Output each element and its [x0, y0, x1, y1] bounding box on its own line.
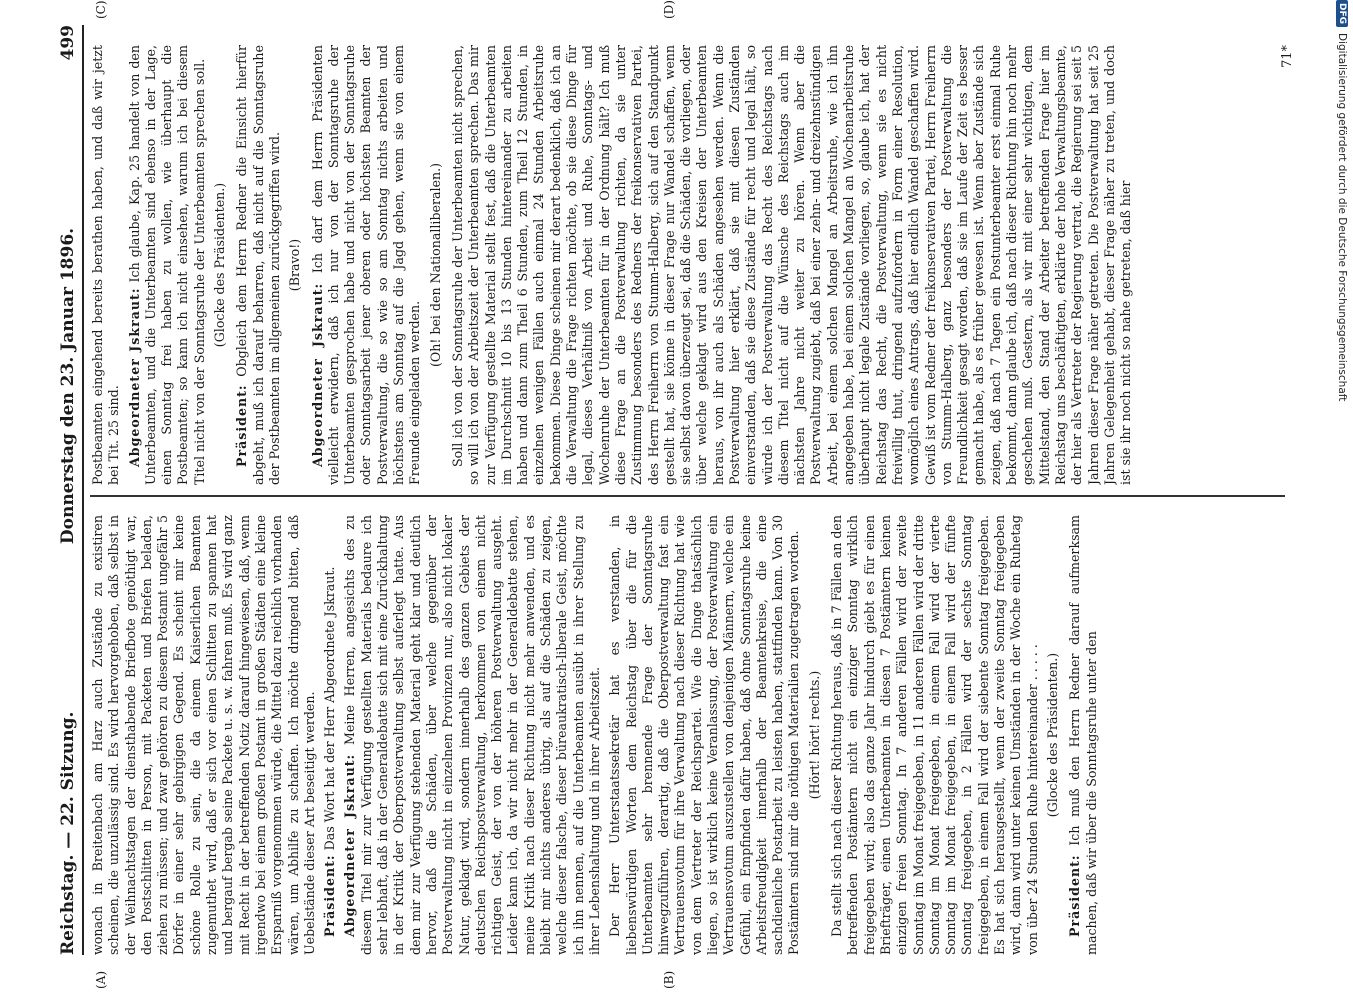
paragraph: [342, 515, 603, 955]
paragraph-text: Ich darf dem Herrn Präsidenten vielleicht erwidern, daß ich nur von der Sonntagsruhe der Unterbeamten gesprochen habe und nicht von der Sonntagsruhe oder Sonntagsarbeit jener oberen oder höchsten Beamten der Postverwaltung, die so wie so am Sonntag nichts arbeiten und höchstens am Sonntag auf die Jagd gehen, wenn sie von einem Freunde eingeladen werden.: [309, 45, 423, 485]
speaker-name: Präsident:: [322, 854, 338, 937]
sheet-mark: 71*: [1280, 45, 1295, 69]
paragraph: [310, 45, 424, 485]
margin-label-d: (D): [662, 0, 676, 19]
margin-label-a: (A): [94, 970, 108, 989]
paragraph: [1067, 515, 1100, 955]
paragraph-text: Obgleich dem Herrn Redner die Einsicht hierfür abgeht, muß ich darauf beharren, daß nicht auf die Sonntagsruhe der Postbeamten im allgemeinen zurückgegriffen wird.: [234, 45, 282, 485]
paragraph-text: Postbeamten eingehend bereits berathen haben, und daß wir jetzt bei Tit. 25 sind.: [90, 45, 122, 485]
stage-direction: (Glocke des Präsidenten.): [1044, 652, 1060, 818]
paragraph-text: Da stellt sich nach dieser Richtung heraus, daß in 7 Fällen an den betreffenden Postämtern nicht ein einziger Sonntag wirklich freigegeben wird; also das ganze Jahr hindurch giebt es für einen Briefträger, einen Unterbeamten in diesen 7 Postämtern keinen einzigen freien Sonntag. In 7 anderen Fällen wird der zweite Sonntag im Monat freigegeben, in 11 anderen Fällen wird der dritte Sonntag im Monat freigegeben, in einem Fall wird der vierte Sonntag im Monat freigegeben, in einem Fall wird der fünfte Sonntag freigegeben, in 2 Fällen wird der sechste Sonntag freigegeben, in einem Fall wird der siebente Sonntag freigegeben. Es hat sich herausgestellt, wenn der zweite Sonntag freigegeben wird, dann wird unter keinen Umständen in der Woche ein Ruhetag von über 24 Stunden Ruhe hintereinander . . . . .: [829, 515, 1040, 955]
paragraph: [90, 515, 318, 955]
paragraph-text: wonach in Breitenbach am Harz auch Zustände zu existiren scheinen, die unzulässig sind. Es wird hervorgehoben, daß selbst in der Weihnachtstagen der diensthabende Briefbote genöthigt war, den Postschlitten in Person, mit Packeten und Briefen beladen, ziehen zu müssen; und zwar gehören zu diesem Postamt ungefähr 5 Dörfer in einer sehr gebirgigen Gegend. Es scheint mir keine schöne Rolle zu sein, die da einem Kaiserlichen Beamten zugemuthet wird, daß er sich vor einen Schlitten zu spannen hat und bergauf bergab seine Packete u. s. w. fahren muß. Es wird ganz mit Recht in der betreffenden Notiz darauf hingewiesen, daß, wenn irgendwo bei einem großen Postamt in großen Städten eine kleine Ersparniß vorgenommen würde, die Mittel dazu reichlich vorhanden wären, um Abhilfe zu schaffen. Ich möchte dringend bitten, daß Uebelstände dieser Art beseitigt werden.: [90, 515, 317, 955]
paragraph-text: Ich muß den Herrn Redner darauf aufmerksam machen, daß wir über die Sonntagsruhe unter den: [1067, 515, 1099, 955]
header-rule: [82, 25, 84, 955]
stage-direction: (Hört! hört! rechts.): [806, 670, 822, 800]
margin-label-b: (B): [662, 970, 676, 989]
speaker-name: Präsident:: [1067, 854, 1083, 937]
paragraph-text: Der Herr Unterstaatssekretär hat es verstanden, in liebenswürdigen Worten dem Reichstag über die für die Unterbeamten sehr brennende Frage der Sonntagsruhe hinwegzuführen, derartig, daß die Oberpostverwaltung fast ein Vertrauensvotum für ihre Verwaltung nach dieser Richtung hat wie von dem Vertreter der Reichspartei. Wie die Dinge thatsächlich liegen, so ist wirklich keine Veranlassung, der Postverwaltung ein Vertrauensvotum auszustellen von denjenigen Männern, welche ein Gefühl, ein Empfinden dafür haben, daß ohne Sonntagsruhe keine Arbeitsfreudigkeit innerhalb der Beamtenkreise, die eine sachdienliche Postarbeit zu leisten haben, stattfinden kann. Von 30 Postämtern sind mir die nöthigen Materialien zugetragen worden.: [607, 515, 802, 955]
paragraph: [234, 45, 283, 485]
dfg-credit-text: Digitalisierung gefördert durch die Deutsche Forschungsgemeinschaft: [1336, 33, 1348, 402]
dfg-credit: [1330, 0, 1350, 1000]
left-column: [90, 515, 1285, 955]
header-session: Reichstag. — 22. Sitzung.: [58, 711, 78, 955]
margin-label-c: (C): [94, 0, 108, 19]
speaker-name: Abgeordneter Jskraut:: [309, 282, 325, 467]
document-page: [50, 0, 1295, 989]
speaker-name: Präsident:: [234, 384, 250, 467]
stage-direction: (Bravo!): [287, 238, 303, 292]
paragraph: [450, 45, 1134, 485]
paragraph-text: Meine Herren, angesichts des zu diesem Titel mir zur Verfügung gestellten Materials bedaure ich sehr lebhaft, daß in der Generaldebatte sich mit eine Zurückhaltung in der Kritik der Oberpostverwaltung selbst auferlegt hatte. Aus dem mir zur Verfügung stehenden Material geht klar und deutlich hervor, daß die Schäden, über welche gegenüber der Postverwaltung nicht in einzelnen Provinzen nur, also nicht lokaler Natur, geklagt wird, sondern innerhalb des ganzen Gebiets der deutschen Reichspostverwaltung, herkommen von einem nicht richtigen Geist, der von der höheren Postverwaltung ausgeht. Leider kann ich, da wir nicht mehr in der Generaldebatte stehen, meine Kritik nach dieser Richtung nicht mehr anwenden, und es bleibt mir nichts anderes übrig, als auf die Schäden zu zeigen, welche dieser falsche, dieser büreaukratisch-liberale Geist, möchte ich ihn nennen, auf die Unterbeamten ausübt in ihrer Stellung zu ihrer Lebenshaltung und in ihrer Arbeitszeit.: [342, 515, 602, 955]
right-column: [90, 45, 1285, 485]
dfg-logo-icon: DFG: [1336, 0, 1348, 27]
page-header: [50, 25, 78, 955]
speaker-name: Abgeordneter Jskraut:: [126, 287, 142, 467]
paragraph: [607, 515, 803, 955]
paragraph: [127, 45, 208, 485]
paragraph: [322, 515, 338, 955]
paragraph-text: Das Wort hat der Herr Abgeordnete Jskraut.: [322, 566, 338, 851]
paragraph-text: Soll ich von der Sonntagsruhe der Unterbeamten nicht sprechen, so will ich von der Arbeitszeit der Unterbeamten sprechen. Das mir zur Verfügung gestellte Material stellt fest, daß die Unterbeamten im Durchschnitt 10 bis 13 Stunden hintereinander zu arbeiten haben und dann zum Theil 6 Stunden, zum Theil 12 Stunden, in einzelnen wenigen Fällen auch einmal 24 Stunden Arbeitsruhe bekommen. Diese Dinge scheinen mir derart bedenklich, daß ich an die Verwaltung die Frage richten möchte, ob sie diese Dinge für legal, dieses Verhältniß von Arbeit und Ruhe, Sonntags- und Wochenruhe der Unterbeamten für in der Ordnung hält? Ich muß diese Frage an die Postverwaltung richten, da sie unter Zustimmung besonders des Redners der freikonservativen Partei, des Herrn Freiherrn von Stumm-Halberg, sich auf den Standpunkt gestellt hat, sie könne in dieser Frage nur Wandel schaffen, wenn sie selbst davon überzeugt sei, daß die Schäden, die vorliegen, oder über welche geklagt wird aus den Kreisen der Unterbeamten heraus, von ihr auch als Schäden angesehen werden. Wenn die Postverwaltung hier erklärt, daß sie mit diesen Zuständen einverstanden, daß sie diese Zustände für recht und legal hält, so würde ich der Postverwaltung das Recht des Reichstags nach diesem Titel nicht auf die Wünsche des Reichstags auch im nächsten Jahre nicht weiter zu hören. Wenn aber die Postverwaltung zugiebt, daß bei einer zehn- und dreizehnstündigen Arbeit, bei einem solchen Mangel an Arbeitsruhe, wie ich ihn angegeben habe, bei einem solchen Mangel an Wochenarbeitsruhe überhaupt nicht legale Zustände vorliegen, so, glaube ich, hat der Reichstag das Recht, die Postverwaltung, wenn sie es nicht freiwillig thut, dringend aufzufordern in Form einer Resolution, womöglich eines Antrags, daß hier endlich Wandel geschaffen wird. Gewiß ist vom Redner der freikonservativen Partei, Herrn Freiherrn von Stumm-Halberg, ganz besonders der Postverwaltung die Freundlichkeit gesagt worden, daß sie im Laufe der Zeit es besser gemacht habe, als es früher gewesen ist. Wenn aber Zustände sich zeigen, daß nach 7 Tagen ein Postunterbeamter erst einmal Ruhe bekommt, dann glaube ich, daß nach dieser Richtung hin noch mehr geschehen muß. Gestern, als wir mit einer sehr wichtigen, dem Mittelstand, den Stand der Arbeiter betreffenden Frage hier im Reichstag uns beschäftigten, erklärte der hohe Verwaltungsbeamte, der hier als Vertreter der Regierung vertrat, die Regierung sei seit 5 Jahren dieser Frage näher getreten. Die Postverwaltung hat seit 25 Jahren Gelegenheit gehabt, dieser Frage näher zu treten, und doch ist sie ihr noch nicht so nahe getreten, daß hier: [449, 45, 1134, 485]
speaker-name: Abgeordneter Jskraut:: [342, 753, 358, 937]
paragraph: [829, 515, 1041, 955]
stage-direction: (Glocke des Präsidenten.): [212, 182, 228, 348]
paragraph-text: Ich glaube, Kap. 25 handelt von den Unterbeamten, und die Unterbeamten sind ebenso in der Lage, einen Sonntag frei haben zu wollen, wie überhaupt die Postbeamten; so kann ich nicht einsehen, warum ich bei diesem Titel nicht von der Sonntagsruhe der Unterbeamten sprechen soll.: [126, 45, 207, 485]
header-date: Donnerstag den 23. Januar 1896.: [58, 227, 78, 545]
header-page-number: 499: [58, 25, 78, 61]
paragraph: [90, 45, 123, 485]
column-divider: [90, 496, 1285, 498]
stage-direction: (Oh! bei den Nationalliberalen.): [427, 162, 443, 368]
